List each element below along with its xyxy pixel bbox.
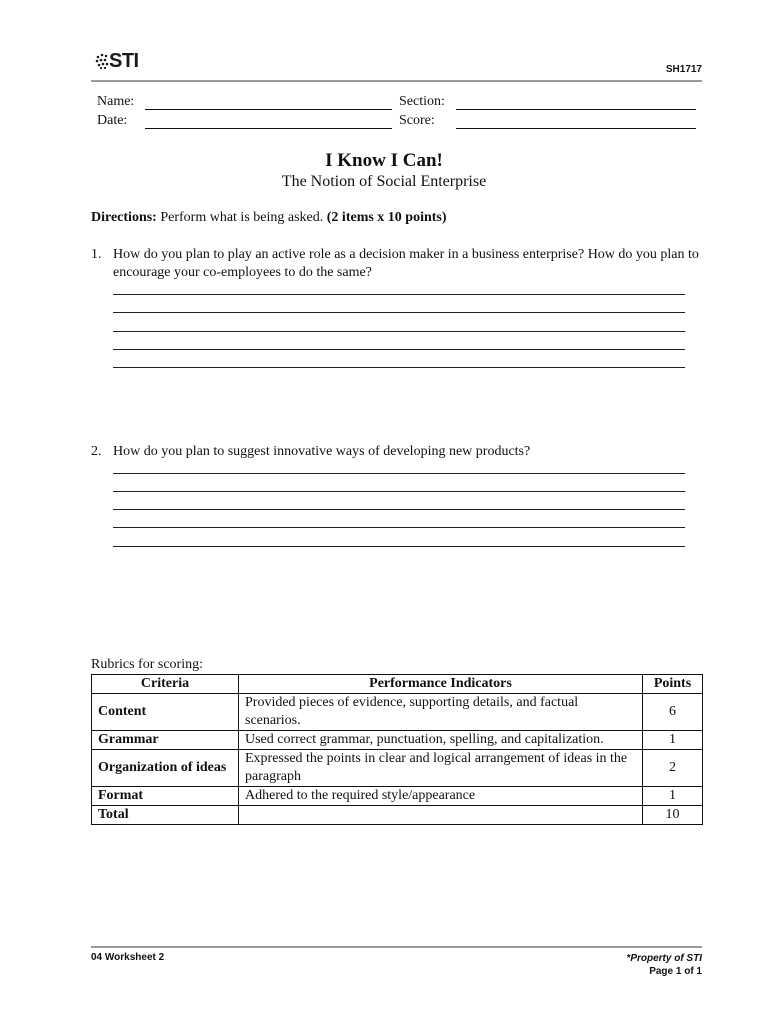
score-field[interactable] bbox=[456, 128, 696, 129]
answer-line[interactable] bbox=[113, 367, 685, 368]
indicator-cell: Expressed the points in clear and logical arrangement of ideas in the paragraph bbox=[239, 750, 643, 787]
answer-line[interactable] bbox=[113, 491, 685, 492]
answer-line[interactable] bbox=[113, 349, 685, 350]
question-2 bbox=[91, 443, 711, 461]
answer-line[interactable] bbox=[113, 473, 685, 474]
footer-page-number: Page 1 of 1 bbox=[649, 966, 702, 977]
question-1 bbox=[91, 246, 711, 282]
sti-logo bbox=[95, 50, 155, 76]
name-label: Name: bbox=[97, 94, 135, 109]
answer-line[interactable] bbox=[113, 527, 685, 528]
footer-worksheet-label: 04 Worksheet 2 bbox=[91, 952, 165, 963]
footer-property: *Property of STI bbox=[626, 953, 702, 964]
question-text: How do you plan to suggest innovative ways of developing new products? bbox=[113, 444, 531, 459]
section-label: Section: bbox=[399, 94, 445, 109]
directions-points: (2 items x 10 points) bbox=[326, 210, 447, 225]
answer-line[interactable] bbox=[113, 312, 685, 313]
question-number: 2. bbox=[91, 444, 102, 459]
criteria-cell: Organization of ideas bbox=[92, 750, 239, 787]
rubric-table bbox=[91, 674, 703, 825]
points-cell: 2 bbox=[643, 750, 703, 787]
directions bbox=[91, 210, 447, 226]
date-label: Date: bbox=[97, 113, 128, 128]
table-row bbox=[92, 694, 703, 731]
rubric-label: Rubrics for scoring: bbox=[91, 657, 203, 672]
question-number: 1. bbox=[91, 247, 102, 262]
answer-line[interactable] bbox=[113, 509, 685, 510]
directions-label: Directions: bbox=[91, 210, 157, 225]
footer-right bbox=[626, 952, 702, 978]
indicator-cell bbox=[239, 806, 643, 825]
points-header: Points bbox=[643, 675, 703, 694]
header-divider bbox=[91, 80, 702, 82]
rubric-header-row bbox=[92, 675, 703, 694]
score-label: Score: bbox=[399, 113, 435, 128]
table-row bbox=[92, 750, 703, 787]
question-text: How do you plan to play an active role as a decision maker in a business enterprise? How do you plan to encourage your co-employees to do the same? bbox=[113, 247, 699, 280]
logo-text: STI bbox=[109, 50, 139, 72]
points-cell: 10 bbox=[643, 806, 703, 825]
table-row bbox=[92, 787, 703, 806]
worksheet-title: I Know I Can! bbox=[325, 150, 443, 171]
section-field[interactable] bbox=[456, 109, 696, 110]
indicator-cell: Provided pieces of evidence, supporting details, and factual scenarios. bbox=[239, 694, 643, 731]
footer-divider bbox=[91, 946, 702, 948]
criteria-cell: Total bbox=[92, 806, 239, 825]
indicator-cell: Adhered to the required style/appearance bbox=[239, 787, 643, 806]
name-field[interactable] bbox=[145, 109, 392, 110]
points-cell: 1 bbox=[643, 787, 703, 806]
worksheet-subtitle: The Notion of Social Enterprise bbox=[281, 173, 487, 190]
answer-line[interactable] bbox=[113, 546, 685, 547]
points-cell: 6 bbox=[643, 694, 703, 731]
document-code: SH1717 bbox=[665, 64, 702, 75]
answer-line[interactable] bbox=[113, 294, 685, 295]
criteria-header: Criteria bbox=[92, 675, 239, 694]
indicators-header: Performance Indicators bbox=[239, 675, 643, 694]
date-field[interactable] bbox=[145, 128, 392, 129]
criteria-cell: Grammar bbox=[92, 731, 239, 750]
directions-text: Perform what is being asked. bbox=[156, 210, 327, 225]
criteria-cell: Content bbox=[92, 694, 239, 731]
indicator-cell: Used correct grammar, punctuation, spelling, and capitalization. bbox=[239, 731, 643, 750]
answer-line[interactable] bbox=[113, 331, 685, 332]
table-row bbox=[92, 731, 703, 750]
points-cell: 1 bbox=[643, 731, 703, 750]
criteria-cell: Format bbox=[92, 787, 239, 806]
table-row-total bbox=[92, 806, 703, 825]
